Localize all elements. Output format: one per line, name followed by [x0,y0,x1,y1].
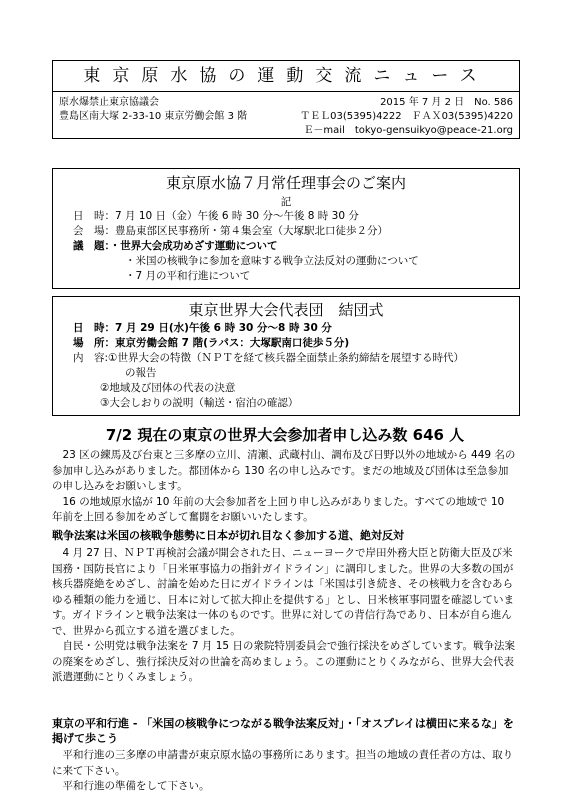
headline: 7/2 現在の東京の世界大会参加者申し込み数 646 人 [105,426,465,444]
paragraph-3: 4 月 27 日、ＮＰＴ再検討会議が開会された日、ニューヨークで岸田外務大臣と防衛大臣及び米国務・国防長官により「日米軍事協力の指針ガイドライン」に調印しました。世界の大多数の国が核兵器廃絶をめざし、討論を始めた日にガイドラインは「米国は引き続き、その核戦力を含むあらゆる種類の能力を通じ、日本に対して拡大抑止を提供する」とし、日米核軍事同盟を確認しています。ガイドラインと戦争法案は一体のものです。世界に対しての背信行為であり、日本が自ら進んで、世界から孤立する道を選びました。 [52,547,514,637]
tel-fax: ＴＥＬ03(5395)4222 ＦＡＸ03(5395)4220 [300,111,513,122]
paragraph-2: 16 の地域原水協が 10 年前の大会参加者を上回り申し込みがありました。すべての地域で 10 年前を上回る参加をめざして奮闘をお願いいたします。 [52,495,505,523]
delegation-content-2: ②地域及び団体の代表の決意 [100,382,236,394]
section-3-title: 東京の平和行進 - 「米国の核戦争につながる戦争法案反対」・「オスプレイは横田に来るな」を掲げて歩こう [52,717,514,745]
paragraph-6: 平和行進の準備をして下さい。 [62,780,210,792]
meeting-title: 東京原水協７月常任理事会のご案内 [165,174,406,192]
meeting-agenda-3: ・7 月の平和行進について [125,270,251,282]
delegation-title: 東京世界大会代表団 結団式 [188,301,384,319]
paragraph-5: 平和行進の三多摩の申請書が東京原水協の事務所にあります。担当の地域の責任者の方は、取りに来て下さい。 [52,749,514,777]
article-1 [52,448,518,526]
masthead-title: 東京原水協の運動交流ニュース [53,61,519,92]
meeting-agenda-2: ・米国の核戦争に参加を意味する戦争立法反対の運動について [125,255,419,267]
article-3 [52,748,518,795]
delegation-datetime: 日 時：7 月 29 日(水)午後 6 時 30 分～8 時 30 分 [73,322,332,334]
delegation-content-1: 内 容:①世界大会の特徴（ＮＰＴを経て核兵器全面禁止条約締結を展望する時代） [73,352,464,364]
email-address: Ｅ－mail tokyo-gensuikyo@peace-21.org [303,125,513,136]
delegation-content-1b: の報告 [125,367,157,379]
org-name: 原水爆禁止東京協議会 [59,97,159,108]
newsletter-header [52,60,520,139]
delegation-content-3: ③大会しおりの説明（輸送・宿泊の確認） [100,397,299,409]
section-2-title: 戦争法案は米国の核戦争態勢に日本が切れ目なく参加する道、絶対反対 [52,529,404,542]
meeting-note-mark: 記 [280,196,292,208]
meeting-venue: 会 場：豊島東部区民事務所・第４集会室（大塚駅北口徒歩２分） [73,225,388,237]
paragraph-4: 自民・公明党は戦争法案を 7 月 15 日の衆院特別委員会で強行採決をめざしています。戦争法案の廃案をめざし、強行採決反対の世論を高めましょう。この運動にとりくみながら、世界大会代表派遣運動にとりくみましょう。 [52,640,516,683]
meeting-datetime: 日 時：7 月 10 日（金）午後 6 時 30 分～午後 8 時 30 分 [73,210,359,222]
meeting-agenda-1: 議 題：・世界大会成功めざす運動について [73,240,278,252]
paragraph-1: 23 区の練馬及び台東と三多摩の立川、清瀬、武蔵村山、調布及び日野以外の地域から 449 名の参加申し込みがありました。都団体から 130 名の申し込みです。まだの地域及び団体は至急参加の申し込みをお願いします。 [52,449,516,492]
org-address: 豊島区南大塚 2-33-10 東京労働会館 3 階 [59,111,248,122]
delegation-notice-box [52,296,520,416]
article-2 [52,546,518,686]
meeting-notice-box [52,168,520,289]
issue-date-number: 2015 年 7 月 2 日 No. 586 [380,97,513,108]
delegation-venue: 場 所：東京労働会館 7 階(ラパス：大塚駅南口徒歩５分) [73,337,350,349]
